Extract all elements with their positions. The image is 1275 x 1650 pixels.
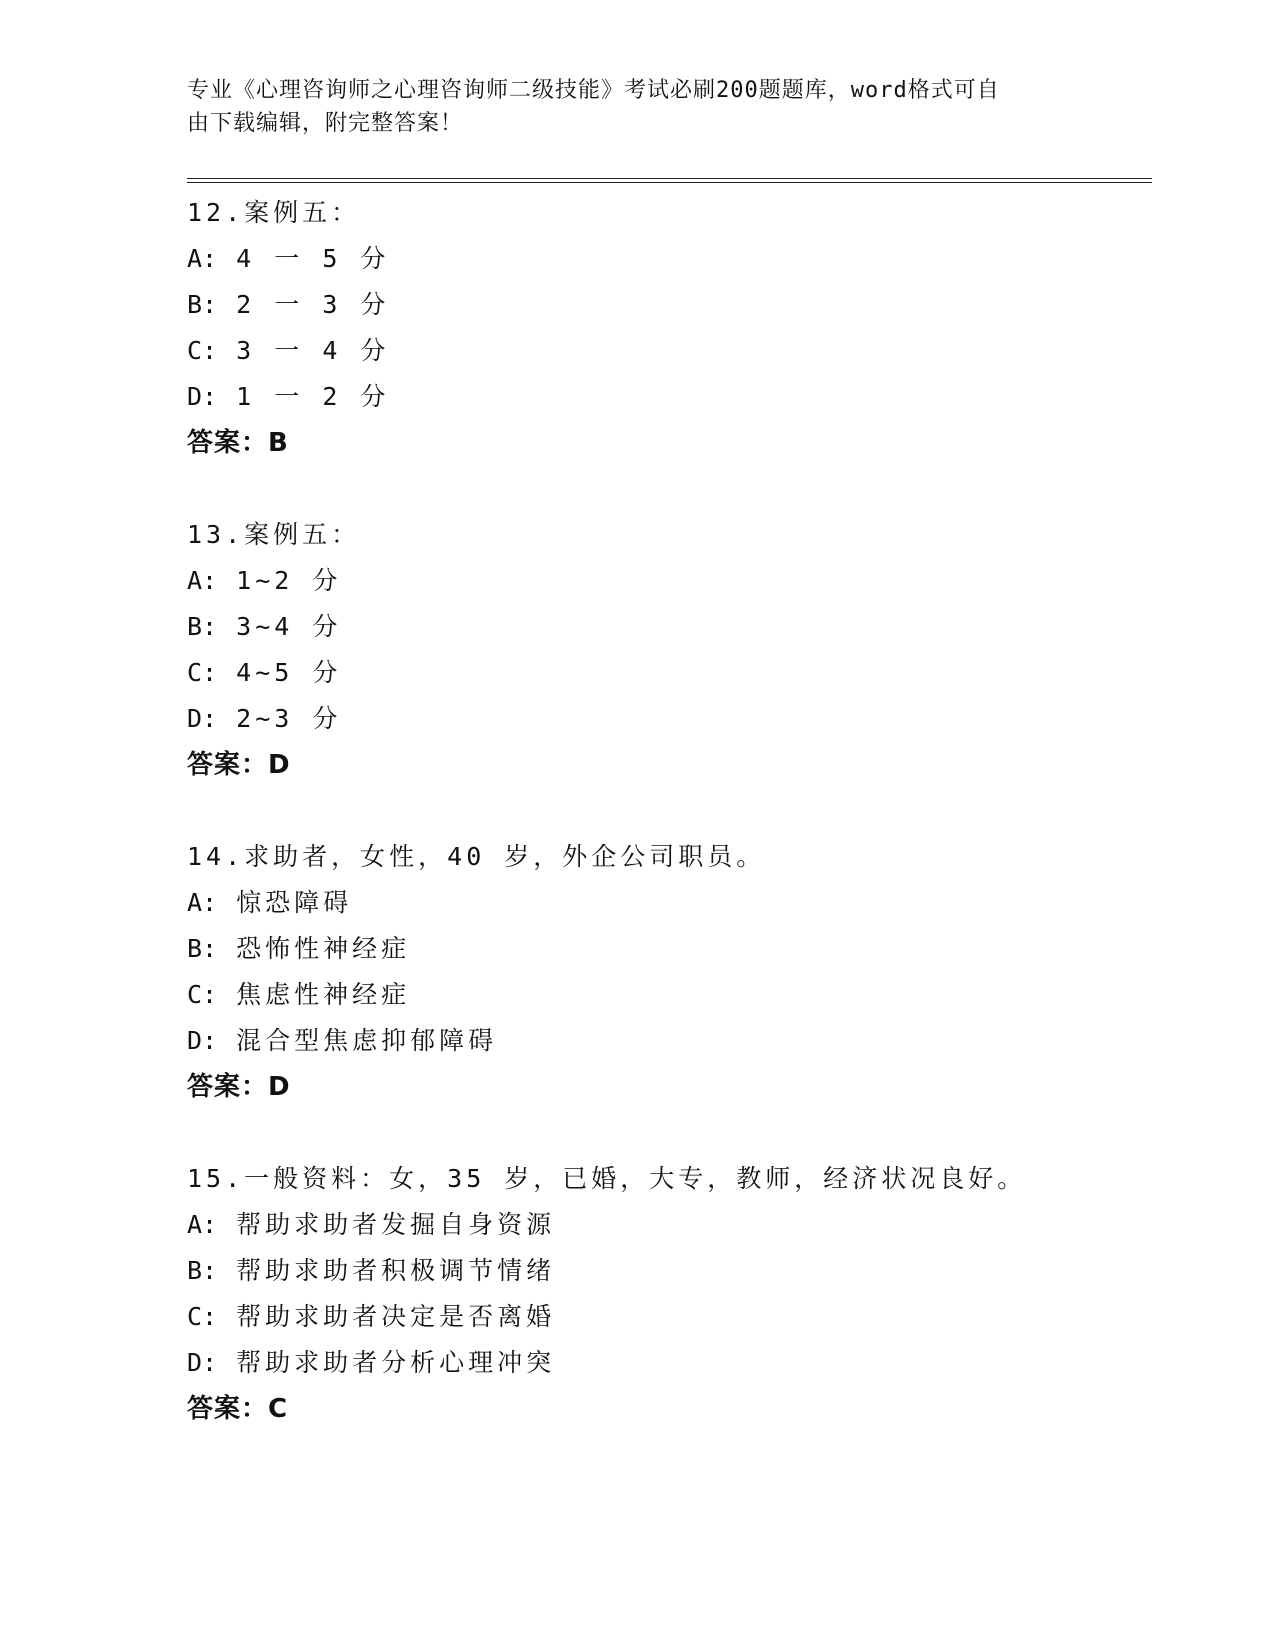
option-d xyxy=(187,1018,1152,1064)
option-a xyxy=(187,558,1152,604)
option-letter: B: xyxy=(187,1256,218,1285)
option-text: 3 一 4 分 xyxy=(236,336,390,365)
option-text: 焦虑性神经症 xyxy=(236,980,411,1009)
option-letter: A: xyxy=(187,244,218,273)
option-letter: B: xyxy=(187,612,218,641)
option-a xyxy=(187,236,1152,282)
answer-line: 答案：D xyxy=(187,750,291,780)
option-b xyxy=(187,282,1152,328)
question-stem: 14.求助者，女性，40 岁，外企公司职员。 xyxy=(187,842,766,871)
option-a xyxy=(187,1202,1152,1248)
option-b xyxy=(187,926,1152,972)
option-letter: D: xyxy=(187,704,218,733)
option-letter: B: xyxy=(187,290,218,319)
question-14 xyxy=(187,834,1152,1110)
option-letter: D: xyxy=(187,382,218,411)
question-list xyxy=(187,190,1152,1432)
question-13 xyxy=(187,512,1152,788)
option-letter: A: xyxy=(187,1210,218,1239)
option-letter: A: xyxy=(187,888,218,917)
option-letter: C: xyxy=(187,658,218,687)
answer-line: 答案：D xyxy=(187,1072,291,1102)
option-text: 惊恐障碍 xyxy=(236,888,353,917)
option-text: 1 一 2 分 xyxy=(236,382,390,411)
question-stem: 13.案例五： xyxy=(187,520,361,549)
header-divider xyxy=(187,178,1152,183)
option-text: 帮助求助者积极调节情绪 xyxy=(236,1256,556,1285)
option-letter: B: xyxy=(187,934,218,963)
option-text: 2 一 3 分 xyxy=(236,290,390,319)
option-text: 2~3 分 xyxy=(236,704,342,733)
option-text: 4~5 分 xyxy=(236,658,342,687)
option-text: 帮助求助者决定是否离婚 xyxy=(236,1302,556,1331)
option-text: 恐怖性神经症 xyxy=(236,934,411,963)
option-c xyxy=(187,972,1152,1018)
option-d xyxy=(187,1340,1152,1386)
option-letter: C: xyxy=(187,336,218,365)
header-line-1: 专业《心理咨询师之心理咨询师二级技能》考试必刷200题题库，word格式可自 xyxy=(187,78,1000,103)
option-text: 帮助求助者发掘自身资源 xyxy=(236,1210,556,1239)
option-text: 帮助求助者分析心理冲突 xyxy=(236,1348,556,1377)
question-15 xyxy=(187,1156,1152,1432)
option-text: 混合型焦虑抑郁障碍 xyxy=(236,1026,498,1055)
question-stem: 12.案例五： xyxy=(187,198,361,227)
option-c xyxy=(187,650,1152,696)
header-line-2: 由下载编辑，附完整答案！ xyxy=(187,111,464,136)
option-text: 3~4 分 xyxy=(236,612,342,641)
option-letter: C: xyxy=(187,1302,218,1331)
document-header xyxy=(187,74,1067,140)
option-c xyxy=(187,328,1152,374)
option-text: 4 一 5 分 xyxy=(236,244,390,273)
option-a xyxy=(187,880,1152,926)
option-letter: D: xyxy=(187,1348,218,1377)
option-text: 1~2 分 xyxy=(236,566,342,595)
option-d xyxy=(187,374,1152,420)
question-12 xyxy=(187,190,1152,466)
option-letter: A: xyxy=(187,566,218,595)
option-b xyxy=(187,1248,1152,1294)
option-c xyxy=(187,1294,1152,1340)
option-letter: D: xyxy=(187,1026,218,1055)
option-letter: C: xyxy=(187,980,218,1009)
option-b xyxy=(187,604,1152,650)
answer-line: 答案：C xyxy=(187,1394,289,1424)
answer-line: 答案：B xyxy=(187,428,289,458)
question-stem: 15.一般资料：女，35 岁，已婚，大专，教师，经济状况良好。 xyxy=(187,1164,1027,1193)
option-d xyxy=(187,696,1152,742)
